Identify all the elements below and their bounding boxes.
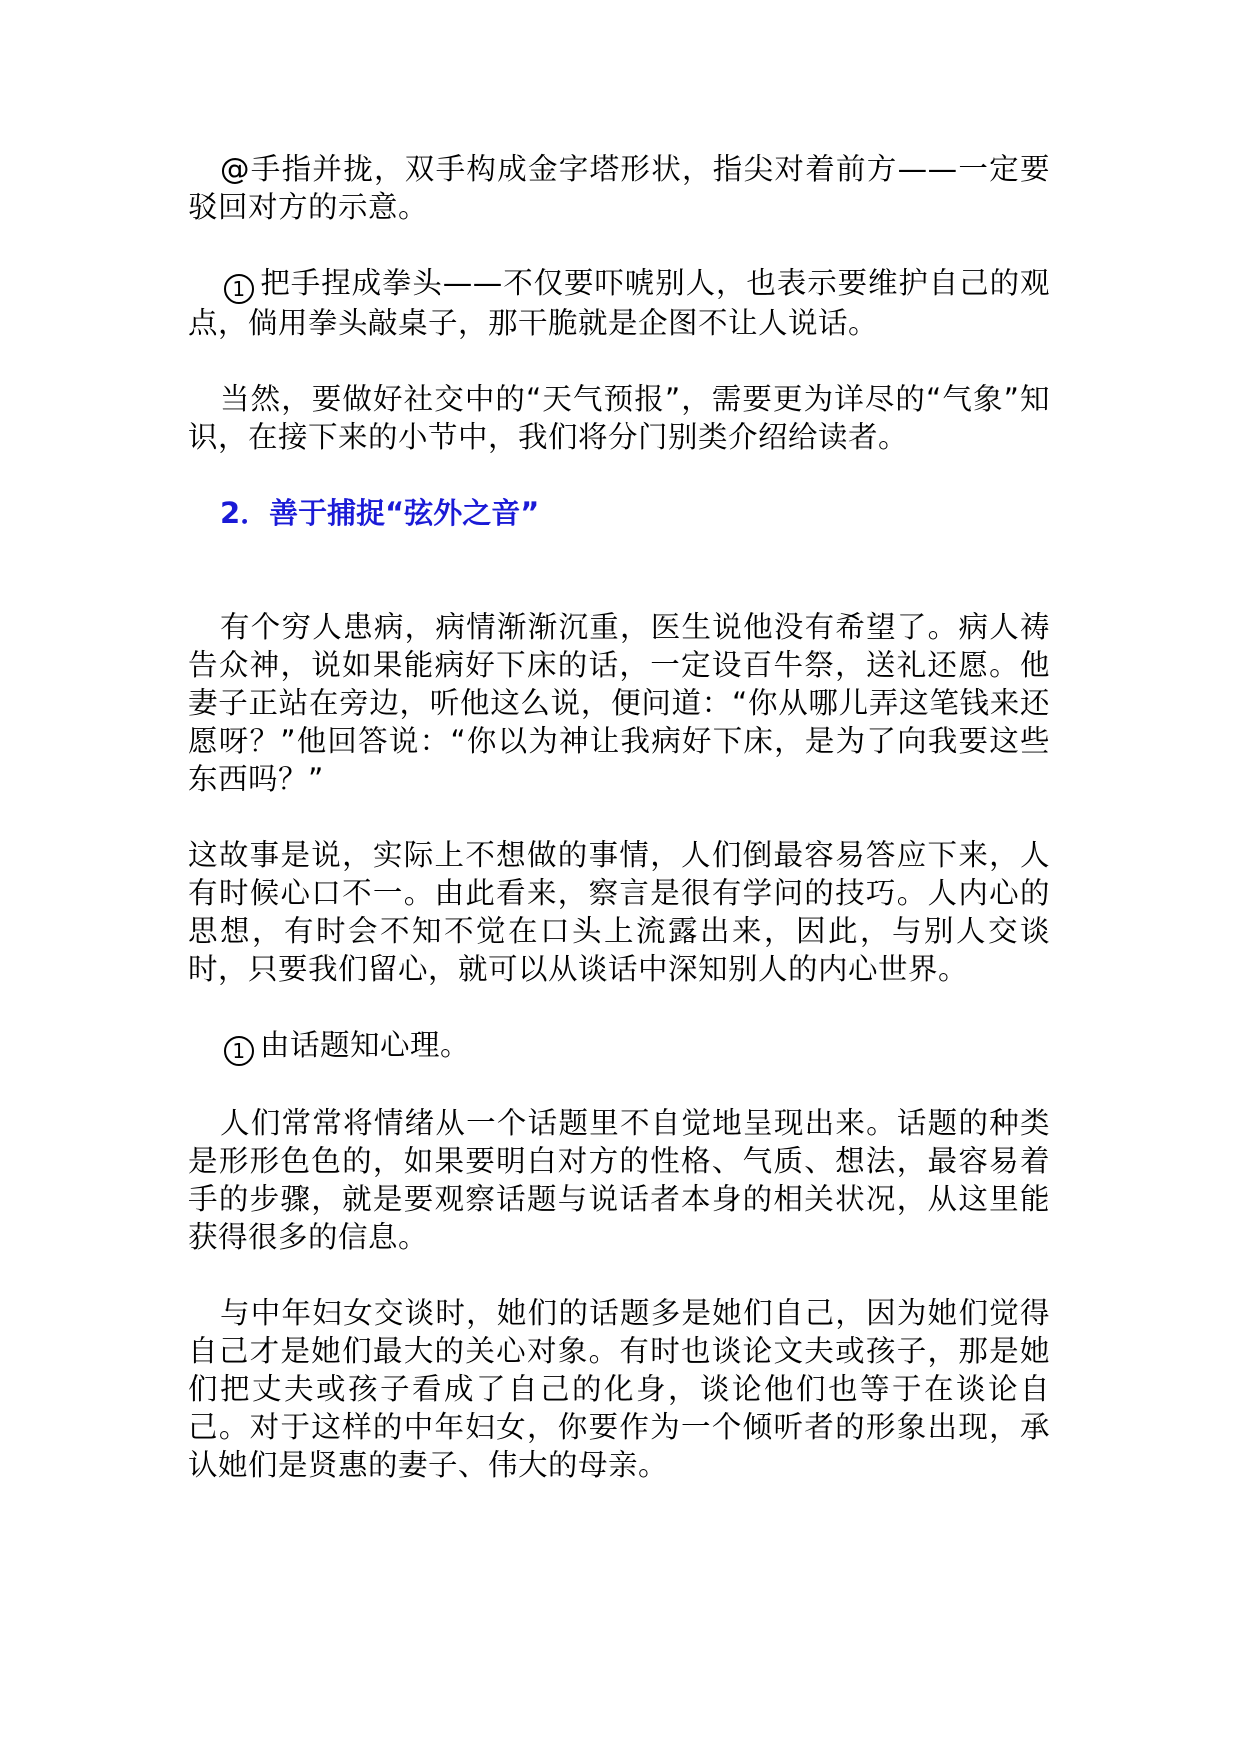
paragraph-poor-man-story: 有个穷人患病，病情渐渐沉重，医生说他没有希望了。病人祷告众神，说如果能病好下床的话，一定设百牛祭，送礼还愿。他妻子正站在旁边，听他这么说，便问道：“你从哪儿弄这笔钱来还愿呀？”他回答说：“你以为神让我病好下床，是为了向我要这些东西吗？” [188,610,1050,796]
paragraph-topic-psychology [188,1026,1050,1066]
circled-number-marker: 1 [224,274,254,304]
paragraph-fist [188,264,1050,342]
paragraph-topic-emotions: 人们常常将情绪从一个话题里不自觉地呈现出来。话题的种类是形形色色的，如果要明白对方的性格、气质、想法，最容易着手的步骤，就是要观察话题与说话者本身的相关状况，从这里能获得很多的信息。 [188,1106,1050,1254]
paragraph-weather-forecast: 当然，要做好社交中的“天气预报”，需要更为详尽的“气象”知识，在接下来的小节中，我们将分门别类介绍给读者。 [188,382,1050,454]
paragraph-hand-pyramid: @手指并拢，双手构成金字塔形状，指尖对着前方——一定要驳回对方的示意。 [188,152,1050,224]
paragraph-story-moral: 这故事是说，实际上不想做的事情，人们倒最容易答应下来，人有时候心口不一。由此看来，察言是很有学问的技巧。人内心的思想，有时会不知不觉在口头上流露出来，因此，与别人交谈时，只要我们留心，就可以从谈话中深知别人的内心世界。 [188,838,1050,986]
paragraph-middle-aged-women: 与中年妇女交谈时，她们的话题多是她们自己，因为她们觉得自己才是她们最大的关心对象。有时也谈论文夫或孩子，那是她们把丈夫或孩子看成了自己的化身，谈论他们也等于在谈论自己。对于这样的中年妇女，你要作为一个倾听者的形象出现，承认她们是贤惠的妻子、伟大的母亲。 [188,1296,1050,1482]
paragraph-fist-text: 把手捏成拳头——不仅要吓唬别人，也表示要维护自己的观点，倘用拳头敲桌子，那干脆就是企图不让人说话。 [188,266,1050,340]
paragraph-topic-psychology-text: 由话题知心理。 [260,1028,471,1062]
circled-number-marker: 1 [224,1036,254,1066]
section-heading: 2．善于捕捉“弦外之音” [220,496,540,530]
document-page [188,150,1050,1522]
